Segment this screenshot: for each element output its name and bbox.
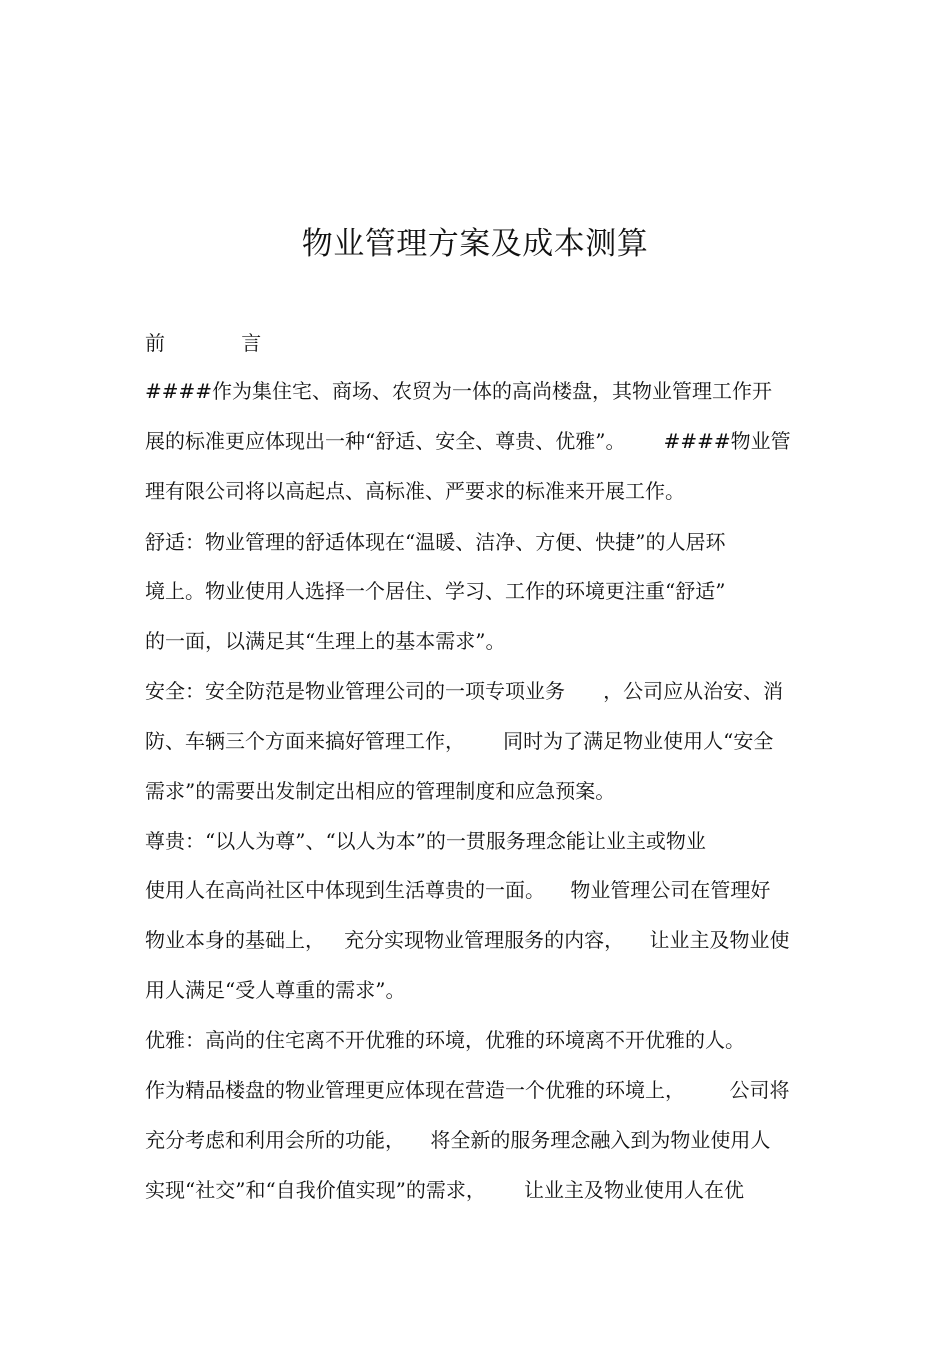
paragraph-line: 展的标准更应体现出一种“舒适、安全、尊贵、优雅”。 ####物业管 <box>145 429 791 453</box>
paragraph-line: 防、车辆三个方面来搞好管理工作， 同时为了满足物业使用人“安全 <box>145 729 774 753</box>
paragraph-line: 理有限公司将以高起点、高标准、严要求的标准来开展工作。 <box>145 479 685 503</box>
paragraph-line: 舒适：物业管理的舒适体现在“温暖、洁净、方便、快捷”的人居环 <box>145 530 726 554</box>
paragraph-line: 充分考虑和利用会所的功能， 将全新的服务理念融入到为物业使用人 <box>145 1128 771 1152</box>
paragraph-line: 尊贵：“以人为尊”、“以人为本”的一贯服务理念能让业主或物业 <box>145 829 706 853</box>
paragraph-line: 用人满足“受人尊重的需求”。 <box>145 978 406 1002</box>
paragraph-line: 作为精品楼盘的物业管理更应体现在营造一个优雅的环境上， 公司将 <box>145 1078 790 1102</box>
paragraph-line: 实现“社交”和“自我价值实现”的需求， 让业主及物业使用人在优 <box>145 1178 745 1202</box>
document-title: 物业管理方案及成本测算 <box>301 226 649 262</box>
preface-heading: 前 言 <box>145 331 262 355</box>
paragraph-line: 安全：安全防范是物业管理公司的一项专项业务 ，公司应从治安、消 <box>145 679 784 703</box>
paragraph-line: 物业本身的基础上， 充分实现物业管理服务的内容， 让业主及物业使 <box>145 928 790 952</box>
paragraph-line: ####作为集住宅、商场、农贸为一体的高尚楼盘，其物业管理工作开 <box>145 379 773 403</box>
paragraph-line: 优雅：高尚的住宅离不开优雅的环境，优雅的环境离不开优雅的人。 <box>145 1028 745 1052</box>
paragraph-line: 使用人在高尚社区中体现到生活尊贵的一面。 物业管理公司在管理好 <box>145 878 771 902</box>
paragraph-line: 境上。物业使用人选择一个居住、学习、工作的环境更注重“舒适” <box>145 579 726 603</box>
paragraph-line: 需求”的需要出发制定出相应的管理制度和应急预案。 <box>145 779 616 803</box>
paragraph-line: 的一面，以满足其“生理上的基本需求”。 <box>145 629 506 653</box>
